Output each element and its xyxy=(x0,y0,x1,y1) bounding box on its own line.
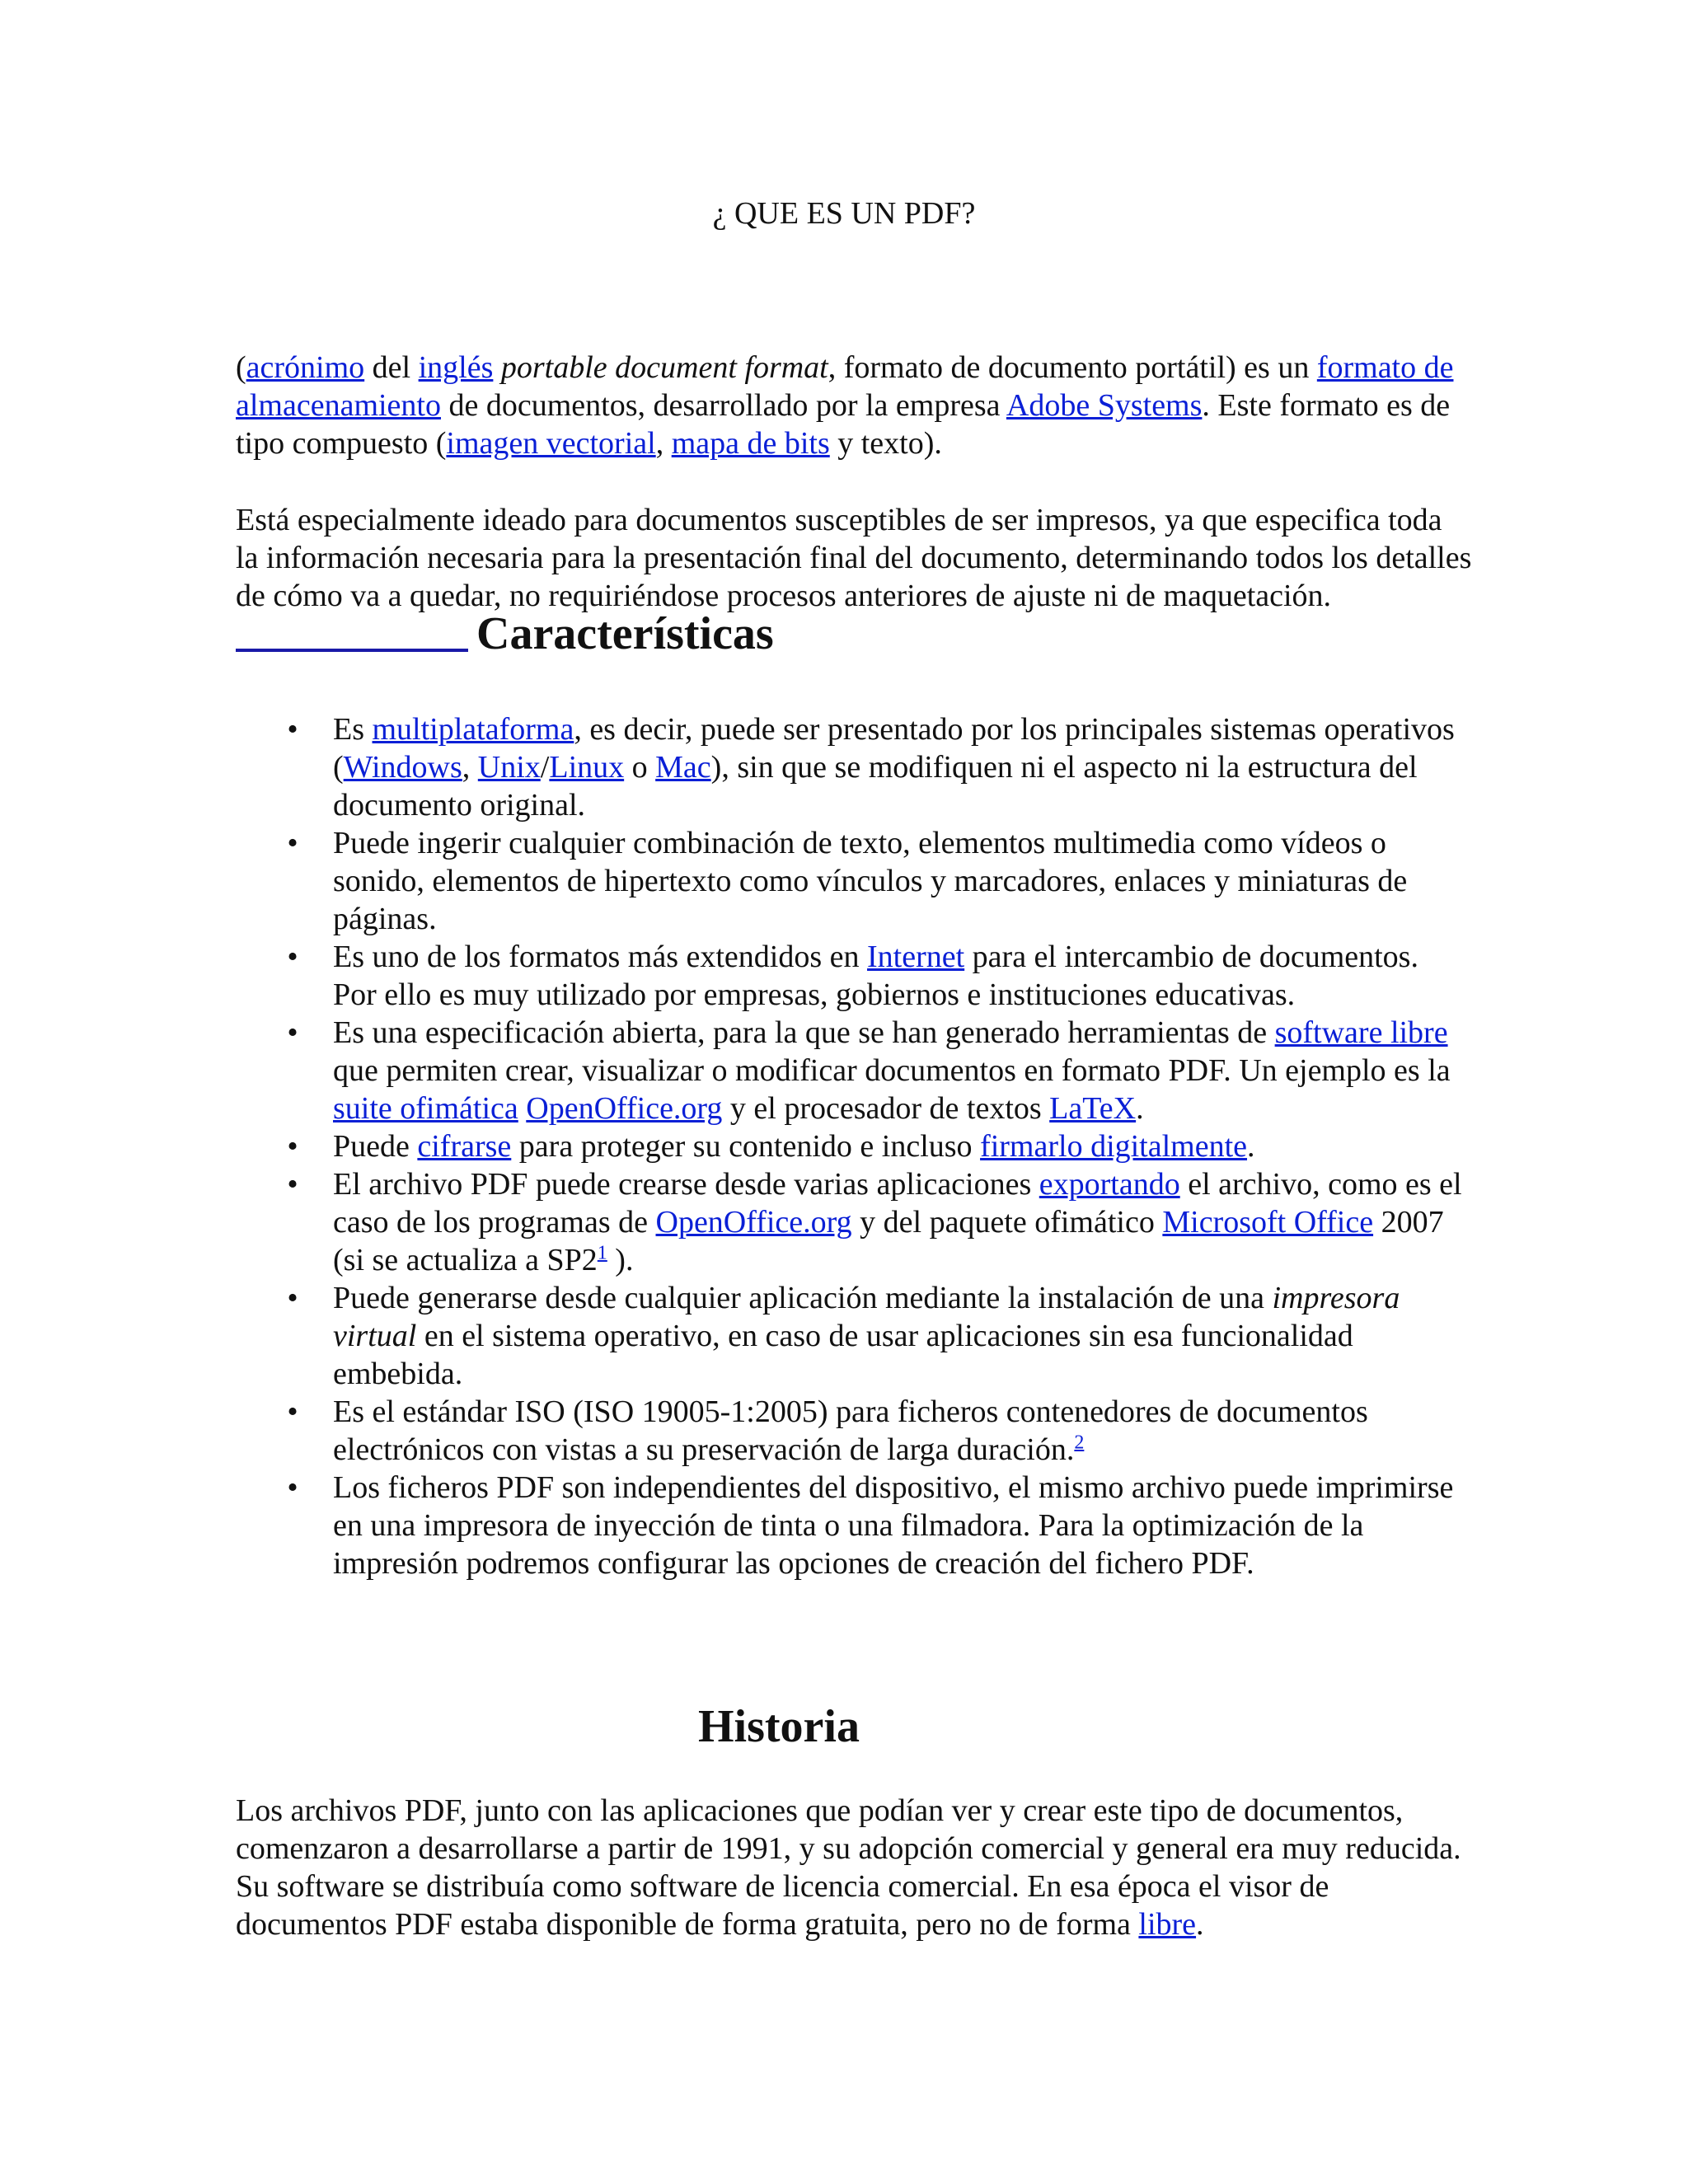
link-ingles[interactable]: inglés xyxy=(418,350,494,385)
item-text: y del paquete ofimático xyxy=(851,1205,1163,1240)
item-text: Los ficheros PDF son independientes del dispositivo, el mismo archivo puede imprimirse en una impresora de inyección de tinta o una filmadora. Para la optimización de la impresión podremos configurar las opciones de creación del fichero PDF. xyxy=(333,1470,1454,1581)
list-item xyxy=(280,1279,1467,1393)
item-text: Es una especificación abierta, para la que se han generado herramientas de xyxy=(333,1015,1275,1050)
heading-historia: Historia xyxy=(698,1701,860,1752)
historia-paragraph xyxy=(236,1792,1472,1943)
intro-text: . Este formato es de tipo compuesto ( xyxy=(236,388,1451,461)
intro-text: del xyxy=(364,350,419,385)
item-italic: impresora virtual xyxy=(333,1281,1400,1353)
intro-text xyxy=(493,350,501,385)
item-text: o xyxy=(624,750,656,785)
link-acronimo[interactable]: acrónimo xyxy=(246,350,365,385)
list-item xyxy=(280,1127,1467,1165)
link-formato-almacenamiento[interactable]: formato de almacenamiento xyxy=(236,350,1454,423)
bullet-icon: • xyxy=(287,1015,298,1050)
list-item xyxy=(280,710,1467,824)
item-text: . xyxy=(1247,1129,1255,1164)
intro-italic: portable document format xyxy=(500,350,828,385)
item-text: y el procesador de textos xyxy=(722,1091,1050,1126)
intro-text: , formato de documento portátil) es un xyxy=(828,350,1317,385)
list-item xyxy=(280,1469,1467,1582)
bullet-icon: • xyxy=(287,1167,298,1202)
intro-text: de documentos, desarrollado por la empresa xyxy=(441,388,1006,423)
underline-rule xyxy=(236,649,468,652)
intro-text: , xyxy=(655,426,672,461)
link-exportando[interactable]: exportando xyxy=(1039,1167,1180,1202)
item-text: Puede xyxy=(333,1129,418,1164)
item-text: Es xyxy=(333,712,373,747)
item-text: Puede ingerir cualquier combinación de texto, elementos multimedia como vídeos o sonido, elementos de hipertexto como vínculos y marcadores, enlaces y miniaturas de páginas. xyxy=(333,826,1408,936)
item-text: El archivo PDF puede crearse desde varias aplicaciones xyxy=(333,1167,1039,1202)
list-item xyxy=(280,938,1467,1014)
bullet-icon: • xyxy=(287,712,298,747)
list-item xyxy=(280,1393,1467,1469)
item-text: / xyxy=(540,750,550,785)
item-text: , xyxy=(462,750,478,785)
historia-text: . xyxy=(1196,1907,1204,1942)
list-item xyxy=(280,1165,1467,1279)
item-text: para el intercambio de documentos. Por ello es muy utilizado por empresas, gobiernos e instituciones educativas. xyxy=(333,940,1418,1012)
item-text: ). xyxy=(607,1243,634,1277)
item-text: Puede generarse desde cualquier aplicación mediante la instalación de una xyxy=(333,1281,1273,1315)
link-adobe-systems[interactable]: Adobe Systems xyxy=(1006,388,1203,423)
link-unix[interactable]: Unix xyxy=(477,750,541,785)
footnote-link-1[interactable]: 1 xyxy=(597,1242,607,1264)
link-libre[interactable]: libre xyxy=(1138,1907,1197,1942)
link-linux[interactable]: Linux xyxy=(549,750,625,785)
document-title: ¿ QUE ES UN PDF? xyxy=(712,196,976,231)
bullet-icon: • xyxy=(287,1394,298,1429)
list-item xyxy=(280,824,1467,938)
link-windows[interactable]: Windows xyxy=(343,750,462,785)
intro-text: y texto). xyxy=(829,426,942,461)
link-latex[interactable]: LaTeX xyxy=(1049,1091,1137,1126)
item-text: Es el estándar ISO (ISO 19005-1:2005) para ficheros contenedores de documentos electrónicos con vistas a su preservación de larga duración. xyxy=(333,1394,1368,1467)
link-mac[interactable]: Mac xyxy=(655,750,711,785)
description-paragraph xyxy=(236,501,1472,658)
bullet-icon: • xyxy=(287,1470,298,1505)
item-text: el archivo, como es el caso de los programas de xyxy=(333,1167,1462,1240)
bullet-icon: • xyxy=(287,826,298,860)
item-text: en el sistema operativo, en caso de usar aplicaciones sin esa funcionalidad embebida. xyxy=(333,1319,1353,1391)
bullet-icon: • xyxy=(287,1281,298,1315)
link-internet[interactable]: Internet xyxy=(867,940,965,974)
link-imagen-vectorial[interactable]: imagen vectorial xyxy=(446,426,656,461)
historia-text: Los archivos PDF, junto con las aplicaciones que podían ver y crear este tipo de documentos, comenzaron a desarrollarse a partir de 1991, y su adopción comercial y general era muy reducida. Su software se distribuía como software de licencia comercial. En esa época el visor de documentos PDF estaba disponible de forma gratuita, pero no de forma xyxy=(236,1793,1461,1942)
intro-paragraph: (acrónimo del inglés portable document format, formato de documento portátil) es un formato de almacenamiento de documentos, desarrollado por la empresa Adobe Systems. Este formato es de tipo compuesto (imagen vectorial, mapa de bits y texto). xyxy=(236,350,1454,461)
item-text xyxy=(518,1091,527,1126)
item-text: , es decir, puede ser presentado por los principales sistemas operativos ( xyxy=(333,712,1455,785)
link-mapa-de-bits[interactable]: mapa de bits xyxy=(671,426,830,461)
footnote-link-2[interactable]: 2 xyxy=(1074,1432,1085,1454)
item-text: para proteger su contenido e incluso xyxy=(511,1129,981,1164)
item-text: que permiten crear, visualizar o modificar documentos en formato PDF. Un ejemplo es la xyxy=(333,1053,1451,1088)
item-text: 2007 (si se actualiza a SP2 xyxy=(333,1205,1444,1277)
heading-caracteristicas: Características xyxy=(476,608,774,659)
item-text: ), sin que se modifiquen ni el aspecto ni la estructura del documento original. xyxy=(333,750,1418,823)
link-openoffice[interactable]: OpenOffice.org xyxy=(655,1205,852,1240)
link-openoffice[interactable]: OpenOffice.org xyxy=(526,1091,723,1126)
bullet-icon: • xyxy=(287,1129,298,1164)
link-software-libre[interactable]: software libre xyxy=(1274,1015,1448,1050)
link-suite-ofimatica[interactable]: suite ofimática xyxy=(333,1091,518,1126)
features-list xyxy=(280,710,1467,1582)
description-text: Está especialmente ideado para documentos susceptibles de ser impresos, ya que especifica toda la información necesaria para la presentación final del documento, determinando todos los detalles de cómo va a quedar, no requiriéndose procesos anteriores de ajuste ni de maquetación. xyxy=(236,503,1472,613)
link-multiplataforma[interactable]: multiplataforma xyxy=(372,712,574,747)
link-firmarlo-digitalmente[interactable]: firmarlo digitalmente xyxy=(980,1129,1248,1164)
link-cifrarse[interactable]: cifrarse xyxy=(417,1129,512,1164)
bullet-icon: • xyxy=(287,940,298,974)
item-text: Es uno de los formatos más extendidos en xyxy=(333,940,868,974)
link-microsoft-office[interactable]: Microsoft Office xyxy=(1162,1205,1374,1240)
list-item xyxy=(280,1014,1467,1127)
item-text: . xyxy=(1136,1091,1144,1126)
